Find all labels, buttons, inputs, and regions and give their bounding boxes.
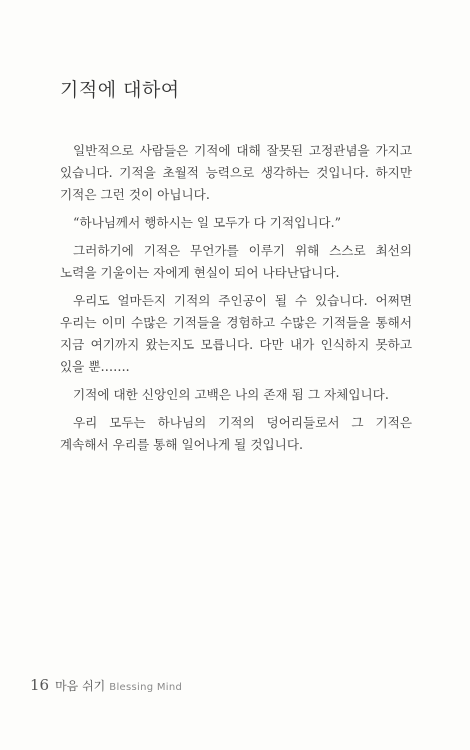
paragraph: 그러하기에 기적은 무언가를 이루기 위해 스스로 최선의 노력을 기울이는 자에게 현실이 되어 나타난답니다. (60, 243, 412, 280)
book-subtitle: Blessing Mind (109, 682, 183, 693)
page-title: 기적에 대하여 (60, 78, 180, 101)
paragraph: 우리 모두는 하나님의 기적의 덩어리들로서 그 기적은 계속해서 우리를 통해 일어나게 될 것입니다. (60, 415, 412, 452)
book-title: 마음 쉬기 (55, 679, 106, 693)
paragraph: 일반적으로 사람들은 기적에 대해 잘못된 고정관념을 가지고 있습니다. 기적을 초월적 능력으로 생각하는 것입니다. 하지만 기적은 그런 것이 아닙니다. (60, 143, 412, 202)
page-footer (30, 676, 182, 694)
paragraph: 우리도 얼마든지 기적의 주인공이 될 수 있습니다. 어쩌면 우리는 이미 수많은 기적들을 경험하고 수많은 기적들을 통해서 지금 여기까지 왔는지도 모릅니다. 다만 내가 인식하지 못하고 있을 뿐……. (60, 293, 412, 374)
paragraph: 기적에 대한 신앙인의 고백은 나의 존재 됨 그 자체입니다. (73, 387, 389, 402)
page-number: 16 (30, 676, 50, 694)
body-text (60, 140, 412, 462)
paragraph: “하나님께서 행하시는 일 모두가 다 기적입니다.” (73, 215, 342, 230)
